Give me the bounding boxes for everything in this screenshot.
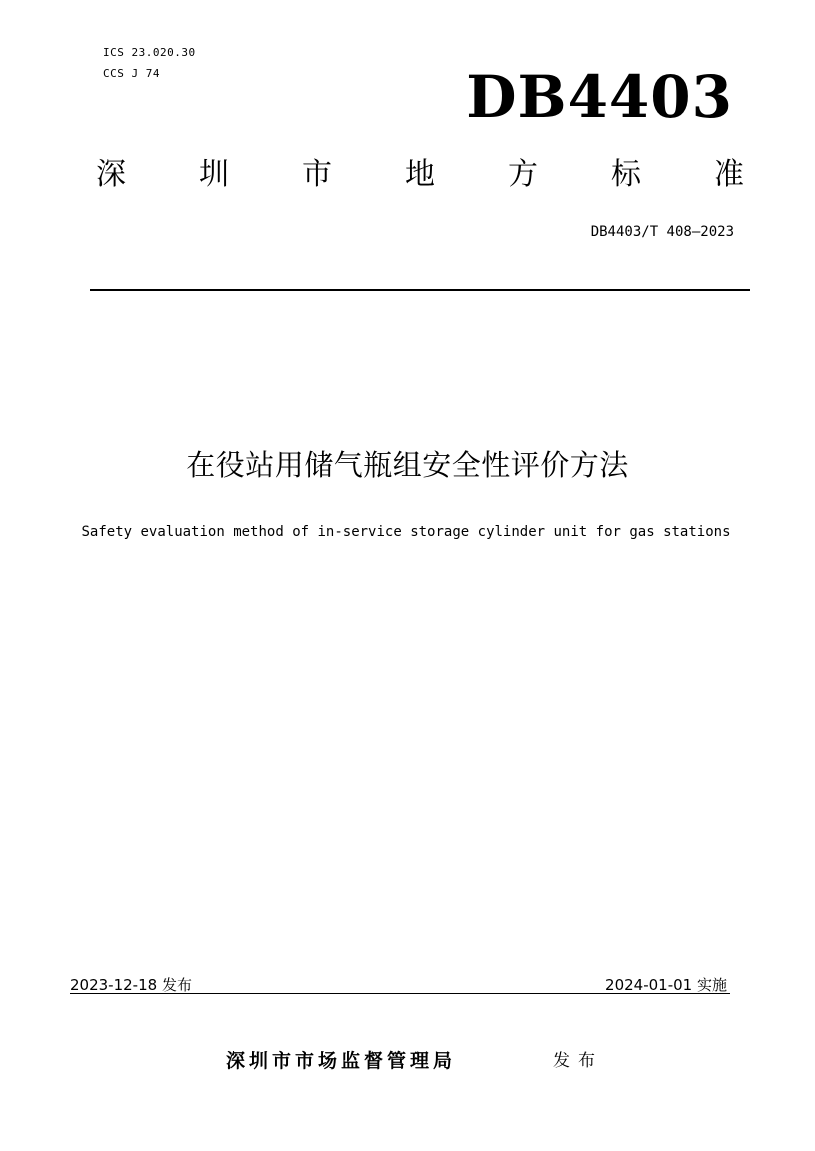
standard-type-char: 准 (714, 157, 744, 192)
standard-type-char: 深 (96, 157, 126, 192)
top-divider (90, 289, 750, 291)
standard-number: DB4403/T 408—2023 (590, 224, 734, 240)
ics-code: ICS 23.020.30 (103, 46, 196, 59)
standard-type-char: 市 (302, 157, 332, 192)
local-standard-code: DB4403 (466, 63, 733, 131)
ccs-code: CCS J 74 (103, 67, 160, 80)
standard-type-char: 地 (405, 157, 435, 192)
implementation-date: 2024-01-01 实施 (605, 976, 727, 994)
standard-type-char: 标 (611, 157, 641, 192)
title-english: Safety evaluation method of in-service storage cylinder unit for gas stations (81, 524, 731, 540)
bottom-divider (70, 993, 730, 994)
issue-label: 发布 (553, 1051, 603, 1071)
issue-date: 2023-12-18 发布 (70, 976, 192, 994)
standard-type-char: 圳 (199, 157, 229, 192)
title-chinese: 在役站用储气瓶组安全性评价方法 (186, 448, 629, 482)
issuing-authority: 深圳市市场监督管理局 (226, 1050, 457, 1072)
standard-type-heading (96, 157, 744, 192)
standard-type-char: 方 (508, 157, 538, 192)
